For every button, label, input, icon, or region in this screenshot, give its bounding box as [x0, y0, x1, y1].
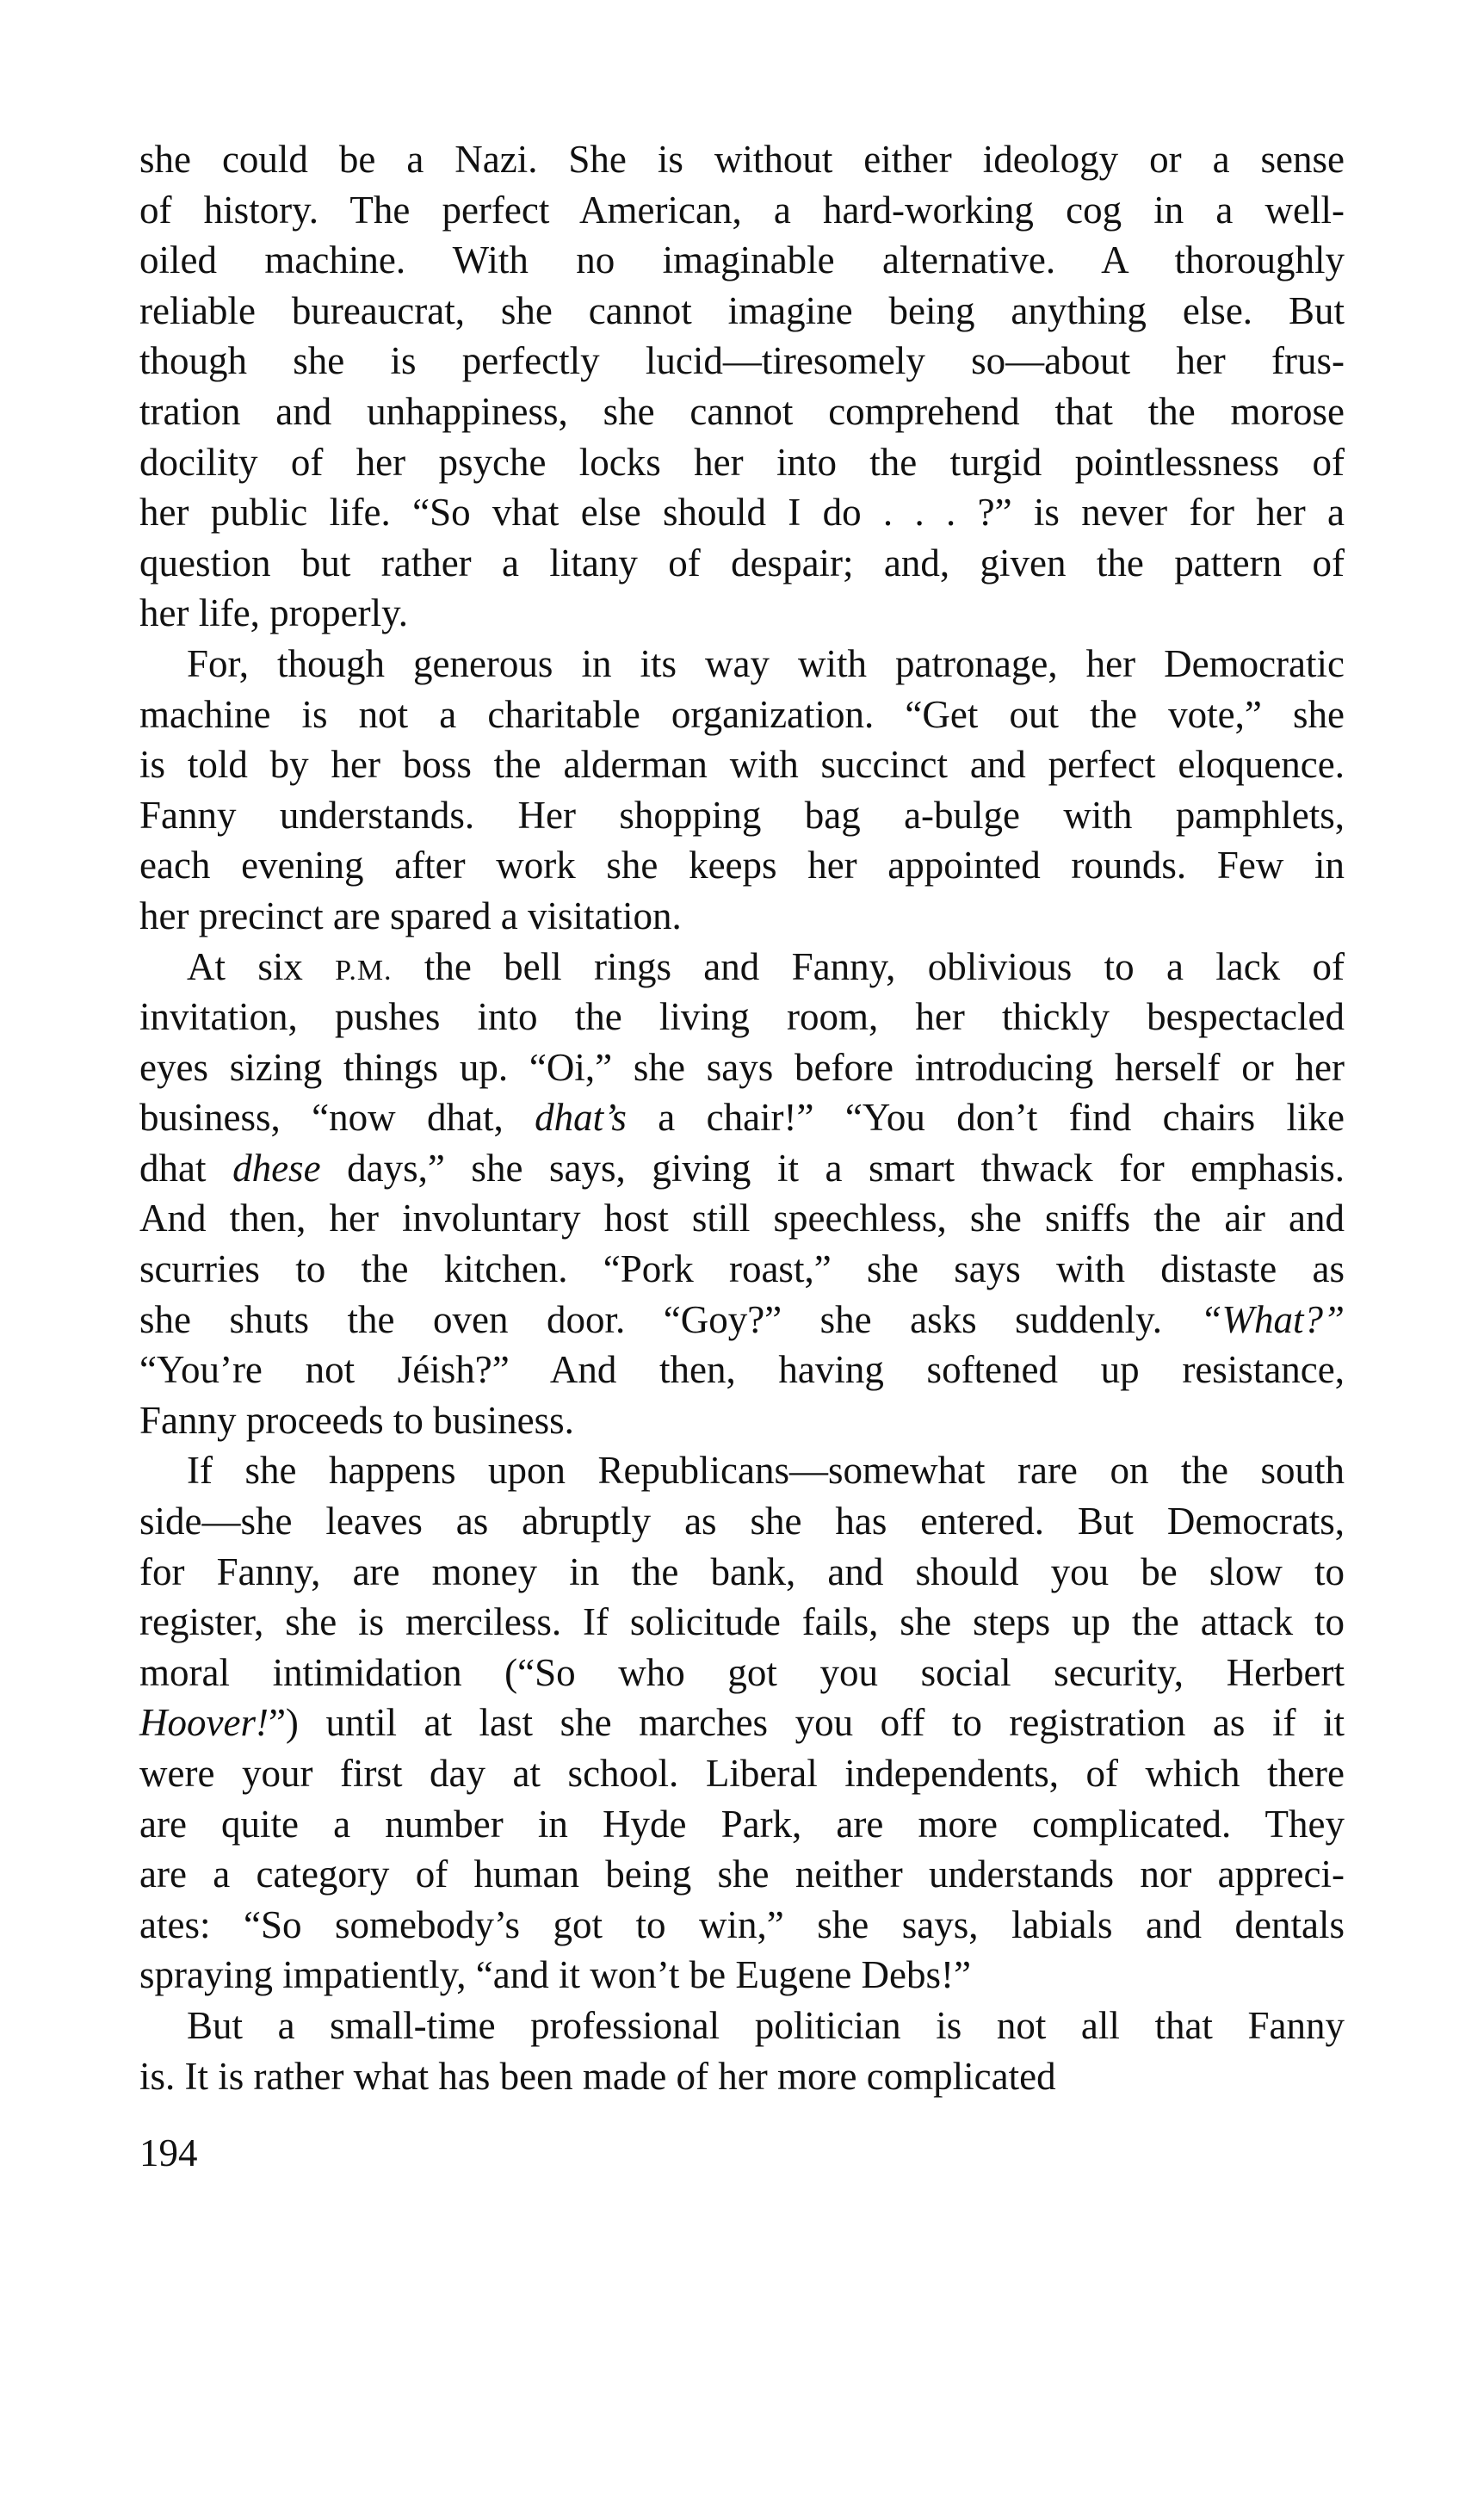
text-run: reliable bureaucrat, she cannot imagine being anything else. But [139, 288, 1345, 332]
text-line [139, 1799, 1345, 1850]
text-run: ates: “So somebody’s got to win,” she says, labials and dentals [139, 1902, 1345, 1946]
text-run: are quite a number in Hyde Park, are more complicated. They [139, 1802, 1345, 1846]
text-line [139, 639, 1345, 690]
text-line [139, 1648, 1345, 1698]
text-run: her public life. “So vhat else should I do . . . ?” is never for her a [139, 491, 1345, 535]
text-run: of history. The perfect American, a hard-working cog in a well- [139, 188, 1345, 232]
text-line [139, 1092, 1345, 1143]
page-body [139, 134, 1345, 2101]
text-run: the bell rings and Fanny, oblivious to a lack of [392, 944, 1345, 988]
text-run: machine is not a charitable organization. “Get out the vote,” she [139, 692, 1345, 736]
text-line [139, 336, 1345, 387]
text-run: business, “now dhat, [139, 1096, 535, 1140]
text-line [139, 134, 1345, 185]
text-line [139, 1597, 1345, 1648]
text-line [139, 286, 1345, 337]
text-run: is. It is rather what has been made of her more complicated [139, 2054, 1056, 2098]
text-line [139, 437, 1345, 488]
text-run: is told by her boss the alderman with succinct and perfect eloquence. [139, 743, 1345, 787]
text-line [139, 891, 1345, 942]
text-run: she could be a Nazi. She is without either ideology or a sense [139, 138, 1345, 181]
text-line [139, 538, 1345, 589]
text-line [139, 487, 1345, 538]
text-run: At six [187, 944, 336, 988]
text-run: dhat [139, 1146, 233, 1190]
text-run: oiled machine. With no imaginable alternative. A thoroughly [139, 238, 1345, 282]
text-run: though she is perfectly lucid—tiresomely so—about her frus- [139, 339, 1345, 383]
text-line [139, 1244, 1345, 1295]
text-run: But a small-time professional politician is not all that Fanny [187, 2003, 1345, 2047]
text-line [139, 1900, 1345, 1951]
text-run: tration and unhappiness, she cannot comprehend that the morose [139, 389, 1345, 433]
text-run: eyes sizing things up. “Oi,” she says before introducing herself or her [139, 1045, 1345, 1089]
paragraph [139, 2001, 1345, 2101]
text-line [139, 1395, 1345, 1446]
text-run: side—she leaves as abruptly as she has entered. But Democrats, [139, 1500, 1345, 1543]
text-run: a chair!” “You don’t find chairs like [626, 1096, 1345, 1140]
text-line [139, 739, 1345, 790]
text-run: spraying impatiently, “and it won’t be Eugene Debs!” [139, 1953, 971, 1997]
text-line [139, 690, 1345, 740]
italic-text: dhat’s [535, 1096, 627, 1140]
text-line [139, 235, 1345, 286]
paragraph [139, 942, 1345, 1446]
text-run: she shuts the oven door. “Goy?” she asks suddenly. [139, 1297, 1201, 1341]
text-line [139, 1950, 1345, 2001]
text-run: If she happens upon Republicans—somewhat rare on the south [187, 1449, 1345, 1493]
text-run: were your first day at school. Liberal independents, of which there [139, 1752, 1345, 1795]
text-line [139, 588, 1345, 639]
page-number: 194 [139, 2131, 198, 2174]
text-line [139, 185, 1345, 236]
text-run: scurries to the kitchen. “Pork roast,” she says with distaste as [139, 1247, 1345, 1291]
text-run: moral intimidation (“So who got you social security, Herbert [139, 1650, 1345, 1694]
text-line [139, 1698, 1345, 1748]
text-run: For, though generous in its way with patronage, her Democratic [187, 641, 1345, 685]
text-line [139, 790, 1345, 841]
text-run: docility of her psyche locks her into the turgid pointlessness of [139, 440, 1345, 484]
text-line [139, 387, 1345, 437]
text-run: are a category of human being she neither understands nor appreci- [139, 1852, 1345, 1896]
text-line [139, 840, 1345, 891]
text-line [139, 1547, 1345, 1598]
text-run: ”) until at last she marches you off to registration as if it [268, 1701, 1345, 1745]
text-line [139, 1295, 1345, 1345]
text-run: days,” she says, giving it a smart thwack for emphasis. [320, 1146, 1345, 1190]
text-line [139, 1445, 1345, 1496]
paragraph [139, 134, 1345, 639]
text-line [139, 1345, 1345, 1395]
text-run: her precinct are spared a visitation. [139, 894, 682, 937]
italic-text: dhese [232, 1146, 321, 1190]
text-line [139, 2051, 1345, 2102]
text-run: invitation, pushes into the living room, her thickly bespectacled [139, 995, 1345, 1039]
text-run: her life, properly. [139, 591, 408, 635]
text-line [139, 1042, 1345, 1093]
text-line [139, 992, 1345, 1042]
text-line [139, 1496, 1345, 1547]
text-run: for Fanny, are money in the bank, and should you be slow to [139, 1549, 1345, 1593]
paragraph [139, 639, 1345, 942]
text-run: Fanny proceeds to business. [139, 1398, 574, 1442]
text-line [139, 2001, 1345, 2051]
paragraph [139, 1445, 1345, 2001]
text-run: “You’re not Jéish?” And then, having softened up resistance, [139, 1348, 1345, 1392]
text-run: And then, her involuntary host still speechless, she sniffs the air and [139, 1197, 1345, 1240]
small-caps-text: P.M. [335, 954, 393, 987]
text-line [139, 1193, 1345, 1244]
italic-text: “What?” [1200, 1297, 1345, 1341]
text-line [139, 942, 1345, 993]
text-run: each evening after work she keeps her appointed rounds. Few in [139, 844, 1345, 888]
text-line [139, 1748, 1345, 1799]
text-run: register, she is merciless. If solicitude fails, she steps up the attack to [139, 1600, 1345, 1644]
text-run: question but rather a litany of despair; and, given the pattern of [139, 541, 1345, 584]
italic-text: Hoover! [139, 1701, 269, 1745]
text-run: Fanny understands. Her shopping bag a-bulge with pamphlets, [139, 793, 1345, 837]
text-line [139, 1143, 1345, 1194]
text-line [139, 1849, 1345, 1900]
